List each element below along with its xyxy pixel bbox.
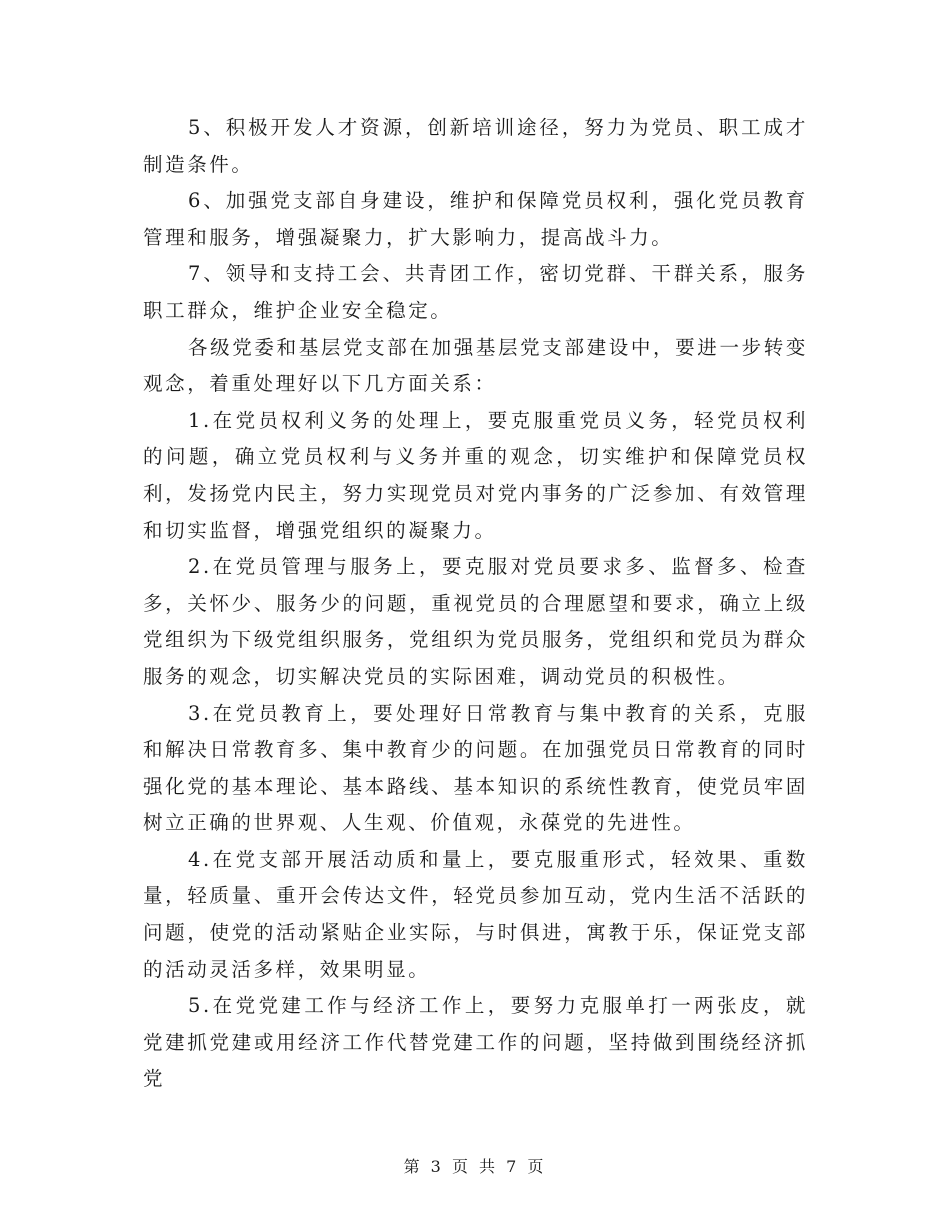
paragraph-item-7: 7、领导和支持工会、共青团工作，密切党群、干群关系，服务职工群众，维护企业安全稳定。	[143, 262, 808, 322]
paragraph-relation-4: 4.在党支部开展活动质和量上，要克服重形式，轻效果、重数量，轻质量、重开会传达文件，轻党员参加互动，党内生活不活跃的问题，使党的活动紧贴企业实际，与时俱进，寓教于乐，保证党支部的活动灵活多样，效果明显。	[143, 847, 808, 981]
paragraph-relation-2: 2.在党员管理与服务上，要克服对党员要求多、监督多、检查多，关怀少、服务少的问题，重视党员的合理愿望和要求，确立上级党组织为下级党组织服务，党组织为党员服务，党组织和党员为群众服务的观念，切实解决党员的实际困难，调动党员的积极性。	[143, 555, 808, 688]
paragraph-item-6: 6、加强党支部自身建设，维护和保障党员权利，强化党员教育管理和服务，增强凝聚力，扩大影响力，提高战斗力。	[143, 189, 808, 249]
paragraph-relation-1: 1.在党员权利义务的处理上，要克服重党员义务，轻党员权利的问题，确立党员权利与义务并重的观念，切实维护和保障党员权利，发扬党内民主，努力实现党员对党内事务的广泛参加、有效管理和切实监督，增强党组织的凝聚力。	[143, 408, 808, 542]
paragraph-relation-5: 5.在党党建工作与经济工作上，要努力克服单打一两张皮，就党建抓党建或用经济工作代替党建工作的问题，坚持做到围绕经济抓党	[143, 994, 808, 1091]
paragraph-item-5: 5、积极开发人才资源，创新培训途径，努力为党员、职工成才制造条件。	[143, 116, 808, 176]
document-body	[143, 110, 808, 1098]
paragraph-intro-relations: 各级党委和基层党支部在加强基层党支部建设中，要进一步转变观念，着重处理好以下几方面关系：	[143, 335, 808, 396]
page-number-footer: 第 3 页 共 7 页	[403, 1157, 547, 1176]
paragraph-relation-3: 3.在党员教育上，要处理好日常教育与集中教育的关系，克服和解决日常教育多、集中教育少的问题。在加强党员日常教育的同时强化党的基本理论、基本路线、基本知识的系统性教育，使党员牢固树立正确的世界观、人生观、价值观，永葆党的先进性。	[143, 701, 808, 835]
